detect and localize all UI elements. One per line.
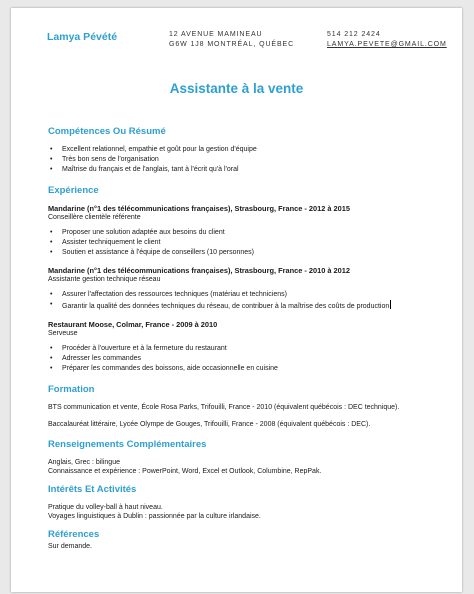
list-item: • Excellent relationnel, empathie et goût pour la gestion d'équipe	[48, 145, 443, 155]
section-heading-experience: Expérience	[48, 185, 99, 196]
list-item: • Proposer une solution adaptée aux besoins du client	[48, 228, 443, 238]
section-heading-formation: Formation	[48, 384, 95, 395]
formation-entry: BTS communication et vente, École Rosa Parks, Trifouilli, France - 2010 (équivalent québécois : DEC technique).	[48, 404, 400, 411]
job-heading: Mandarine (n°1 des télécommunications françaises), Strasbourg, France - 2012 à 2015	[48, 204, 350, 213]
job-role: Conseillère clientèle référente	[48, 214, 141, 221]
job-duties-list	[48, 344, 443, 374]
job-duties-list	[48, 228, 443, 258]
section-heading-interets: Intérêts Et Activités	[48, 484, 137, 495]
list-item: • Préparer les commandes des boissons, aide occasionnelle en cuisine	[48, 364, 443, 374]
job-duties-list	[48, 290, 443, 312]
resume-content	[48, 126, 443, 551]
formation-entry: Baccalauréat littéraire, Lycée Olympe de Gouges, Trifouilli, France - 2008 (équivalent québécois : DEC).	[48, 421, 371, 428]
competences-list	[48, 145, 443, 175]
document-title: Assistante à la vente	[169, 81, 304, 96]
contact-block	[327, 30, 447, 50]
list-item-text: Garantir la qualité des données techniques du réseau, de contribuer à la maîtrise des coûts de production	[62, 303, 390, 310]
references-text: Sur demande.	[48, 543, 92, 550]
address-line-1: 12 AVENUE MAMINEAU	[169, 31, 263, 38]
interet-line: Voyages linguistiques à Dublin : passionnée par la culture irlandaise.	[48, 513, 261, 520]
text-cursor	[390, 300, 391, 309]
list-item: • Adresser les commandes	[48, 354, 443, 364]
job-role: Serveuse	[48, 330, 78, 337]
list-item: • Soutien et assistance à l'équipe de conseillers (10 personnes)	[48, 248, 443, 258]
email-link[interactable]: LAMYA.PEVETE@GMAIL.COM	[327, 41, 447, 48]
job-heading: Mandarine (n°1 des télécommunications françaises), Strasbourg, France - 2010 à 2012	[48, 266, 350, 275]
list-item	[48, 300, 443, 312]
address-block	[169, 30, 294, 50]
job-heading: Restaurant Moose, Colmar, France - 2009 à 2010	[48, 320, 218, 329]
section-heading-renseignements: Renseignements Complémentaires	[48, 439, 207, 450]
renseignement-line: Connaissance et expérience : PowerPoint, Word, Excel et Outlook, Columbine, RepPak.	[48, 468, 322, 475]
job-role: Assistante gestion technique réseau	[48, 276, 161, 283]
interet-line: Pratique du volley-ball à haut niveau.	[48, 504, 163, 511]
list-item: • Assurer l'affectation des ressources techniques (matériau et techniciens)	[48, 290, 443, 300]
renseignement-line: Anglais, Grec : bilingue	[48, 459, 120, 466]
list-item: • Assister techniquement le client	[48, 238, 443, 248]
applicant-name: Lamya Pévété	[47, 31, 118, 43]
resume-page	[11, 8, 462, 592]
address-line-2: G6W 1J8 MONTRÉAL, QUÉBEC	[169, 41, 295, 48]
section-heading-references: Références	[48, 529, 100, 540]
phone-number: 514 212 2424	[327, 31, 381, 38]
list-item: • Très bon sens de l'organisation	[48, 155, 443, 165]
list-item: • Procéder à l'ouverture et à la fermeture du restaurant	[48, 344, 443, 354]
list-item: • Maîtrise du français et de l'anglais, tant à l'écrit qu'à l'oral	[48, 165, 443, 175]
section-heading-competences: Compétences Ou Résumé	[48, 126, 166, 137]
